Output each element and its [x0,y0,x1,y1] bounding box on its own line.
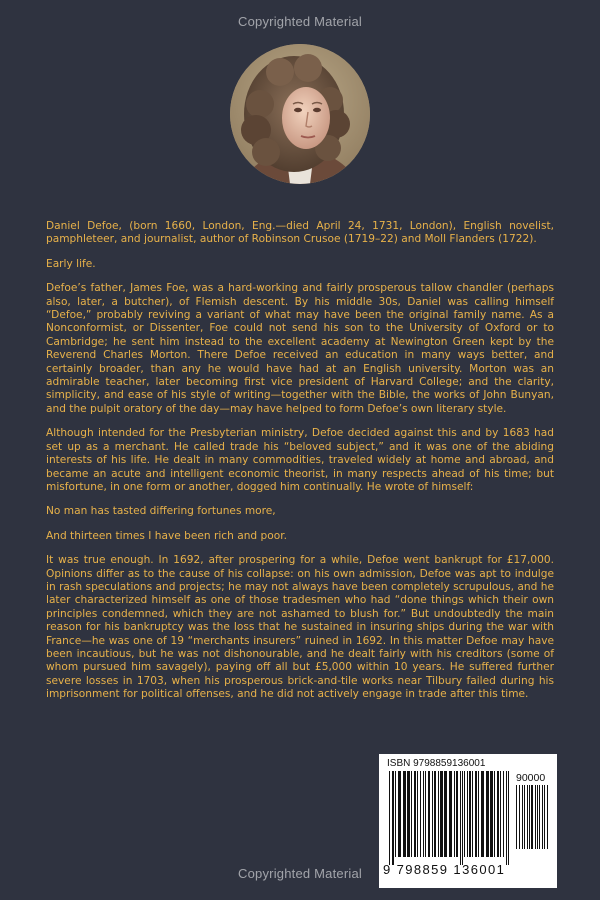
author-portrait [230,44,370,184]
merchant-paragraph: Although intended for the Presbyterian ministry, Defoe decided against this and by 1683 had set up as a merchant. He called trade his “beloved subject,” and it was one of the abiding interests of his life. He dealt in many commodities, traveled widely at home and abroad, and became an acute and intelligent economic theorist, in many respects ahead of his time; but misfortune, in one form or another, dogged him continually. He wrote of himself: [46,427,554,493]
bankruptcy-paragraph: It was true enough. In 1692, after prospering for a while, Defoe went bankrupt for £17,000. Opinions differ as to the cause of his collapse: on his own admission, Defoe was apt to indulge in rash speculations and projects; he may not always have been completely scrupulous, and he later characterized himself as one of those tradesmen who had “done things which their own principles condemned, which they are not ashamed to blush for.” But undoubtedly the main reason for his bankruptcy was the loss that he sustained in insuring ships during the war with France—he was one of 19 “merchants insurers” ruined in 1692. In this matter Defoe may have been incautious, but he was not dishonourable, and he dealt fairly with his creditors (some of whom pursued him savagely), paying off all but £5,000 within 10 years. He suffered further severe losses in 1703, when his prosperous brick-and-tile works near Tilbury failed during his imprisonment for political offenses, and he did not actively engage in trade after this time. [46,554,554,701]
copyright-watermark-top: Copyrighted Material [238,14,362,29]
section-heading-early-life: Early life. [46,257,96,270]
price-code: 90000 [516,772,546,784]
verse-line-1: No man has tasted differing fortunes more, [46,505,276,518]
verse-line-2: And thirteen times I have been rich and poor. [46,529,287,542]
isbn-label: ISBN 9798859136001 [387,758,486,769]
ean-barcode-bars [389,771,511,867]
barcode-digits: 9 798859 136001 [383,862,506,877]
father-paragraph: Defoe’s father, James Foe, was a hard-working and fairly prosperous tallow chandler (perhaps also, later, a butcher), of Flemish descent. By his middle 30s, Daniel was calling himself “Defoe,” probably reviving a variant of what may have been the original family name. As a Nonconformist, or Dissenter, Foe could not send his son to the University of Oxford or to Cambridge; he sent him instead to the excellent academy at Newington Green kept by the Reverend Charles Morton. There Defoe received an education in many ways better, and certainly broader, than any he would have had at an English university. Morton was an admirable teacher, later becoming first vice president of Harvard College; and the clarity, simplicity, and ease of his style of writing—together with the Bible, the works of John Bunyan, and the pulpit oratory of the day—may have helped to form Defoe’s own literary style. [46,282,554,415]
addon-barcode-bars [516,785,552,859]
portrait-illustration [230,44,370,184]
book-description [46,220,554,702]
copyright-watermark-bottom: Copyrighted Material [238,866,362,881]
intro-paragraph: Daniel Defoe, (born 1660, London, Eng.—died April 24, 1731, London), English novelist, pamphleteer, and journalist, author of Robinson Crusoe (1719–22) and Moll Flanders (1722). [46,220,554,246]
